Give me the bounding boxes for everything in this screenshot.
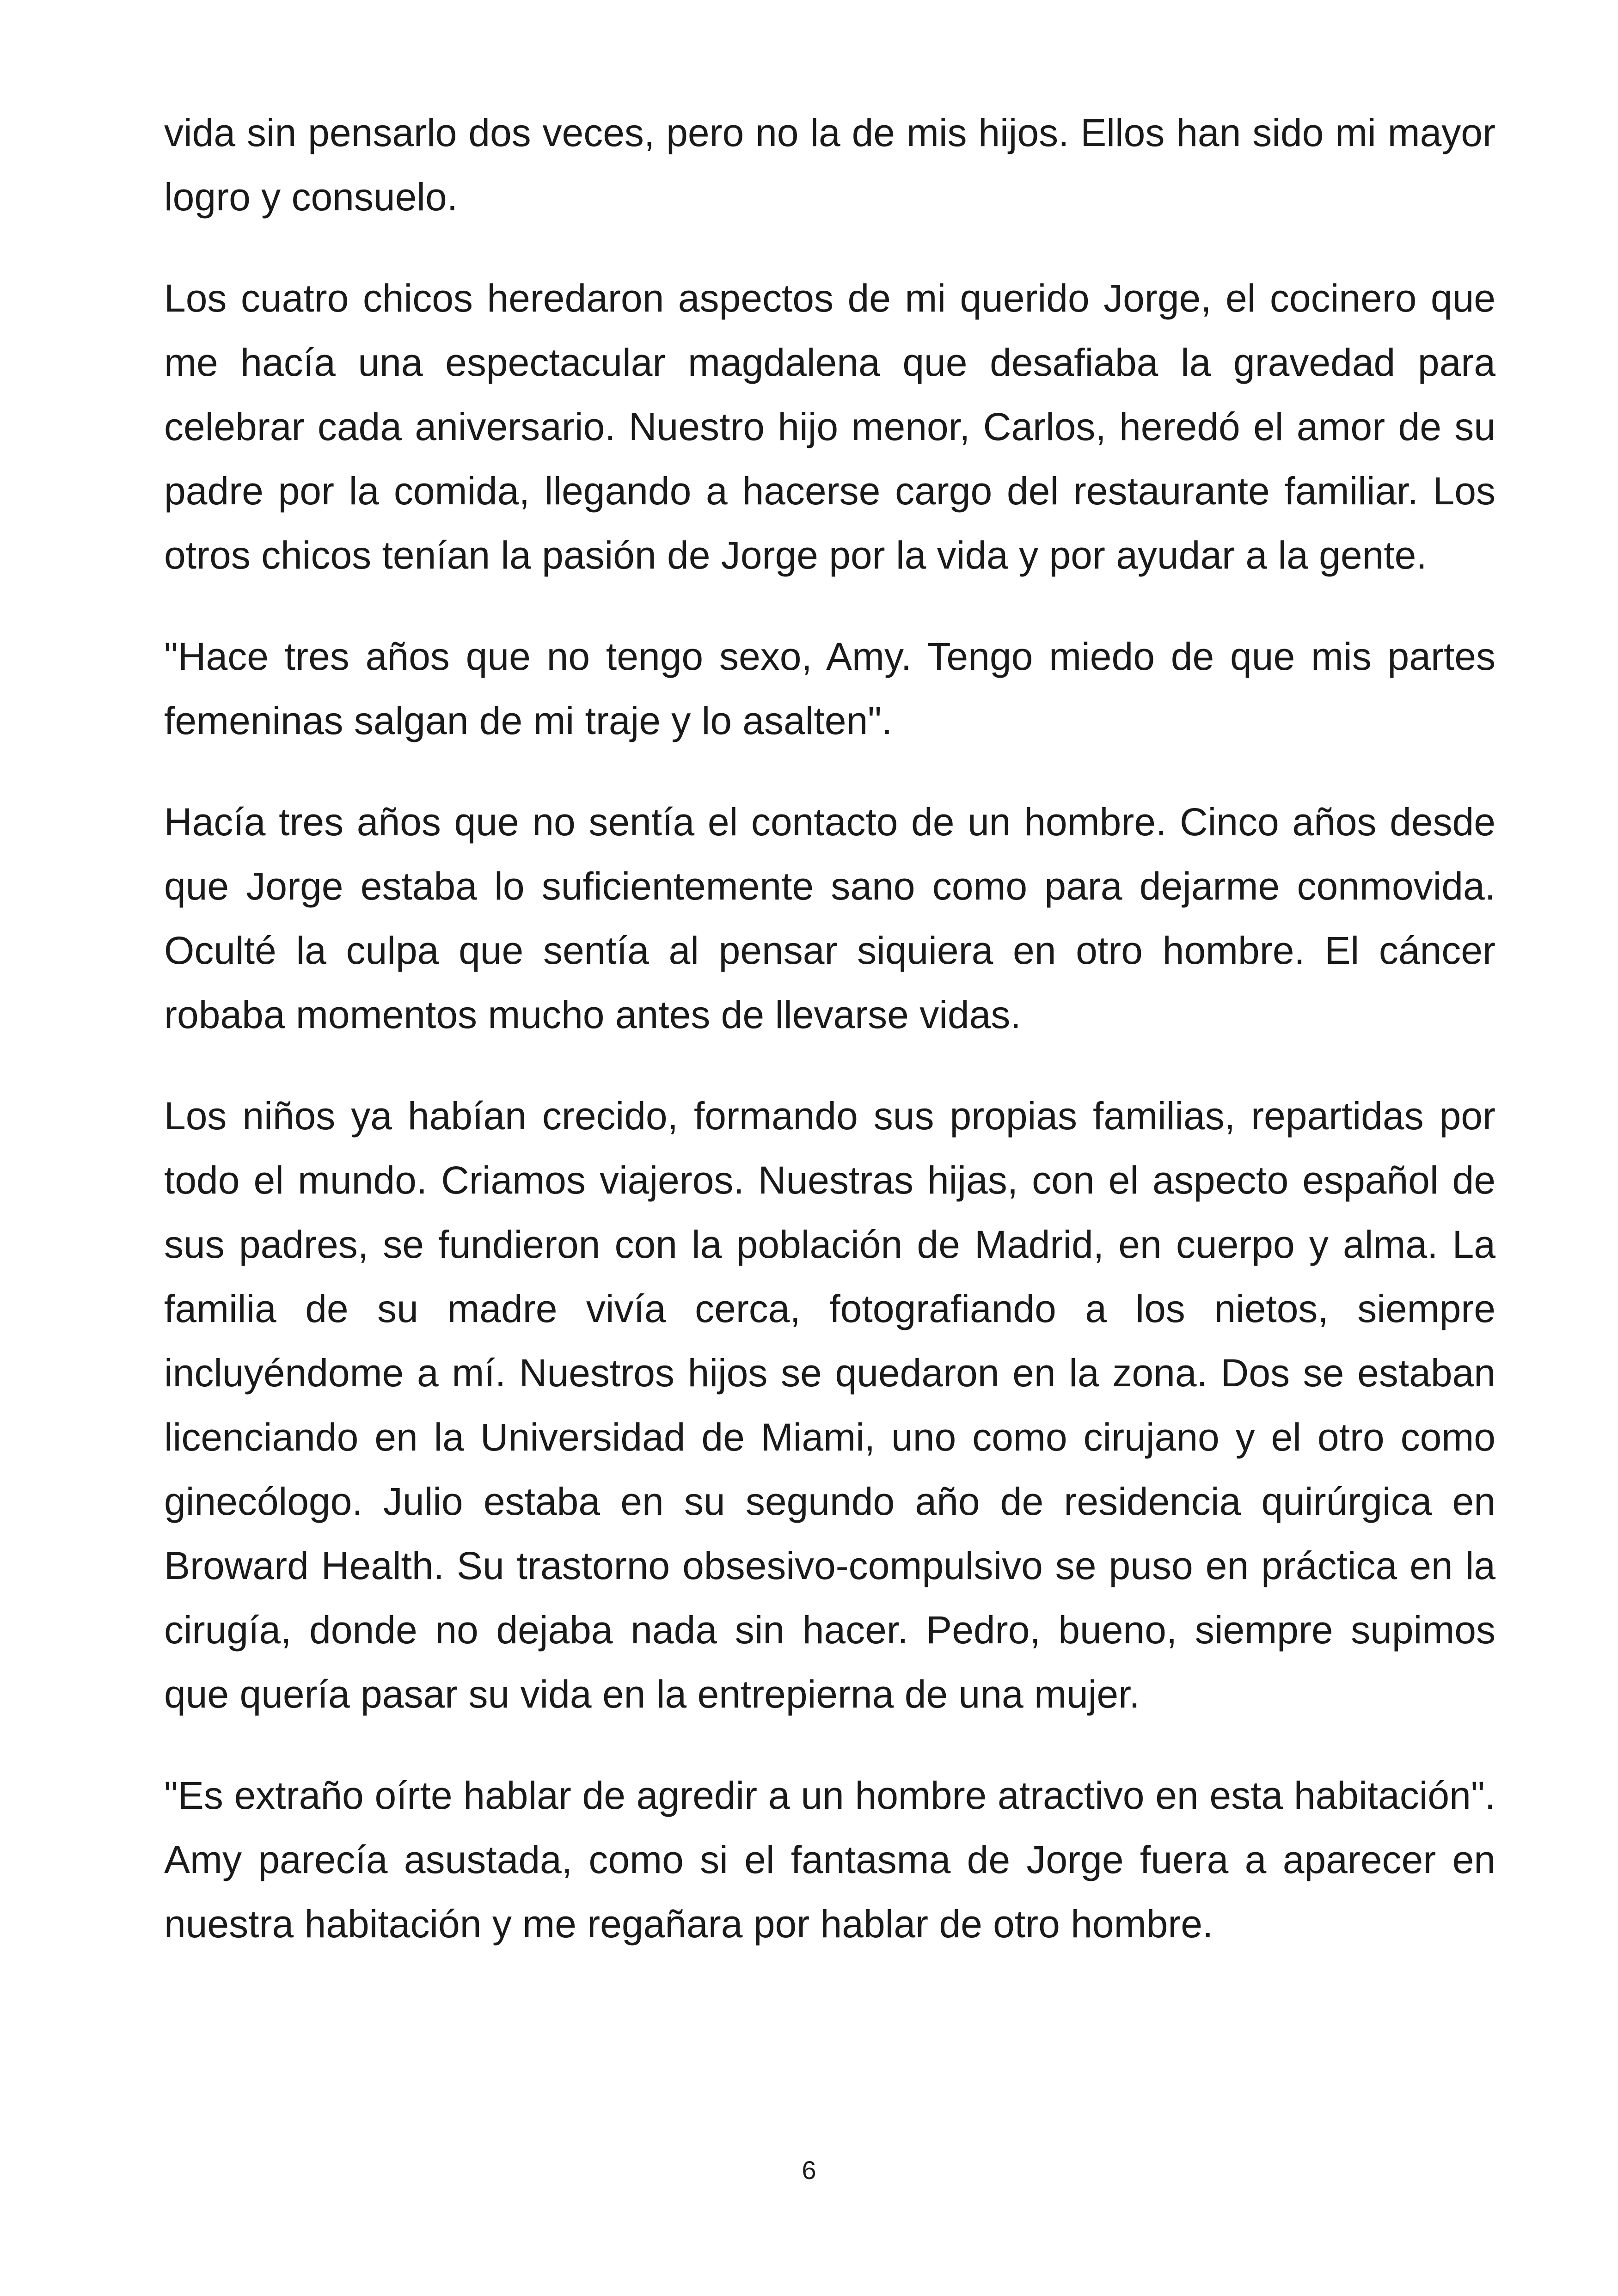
body-text (164, 101, 1495, 1993)
paragraph-3: "Hace tres años que no tengo sexo, Amy. Tengo miedo de que mis partes femeninas salgan de mi traje y lo asalten". (164, 635, 1495, 742)
paragraph-6: "Es extraño oírte hablar de agredir a un hombre atractivo en esta habitación". Amy parecía asustada, como si el fantasma de Jorge fuera a aparecer en nuestra habitación y me regañara por hablar de otro hombre. (164, 1774, 1495, 1946)
paragraph-1: vida sin pensarlo dos veces, pero no la de mis hijos. Ellos han sido mi mayor logro y consuelo. (164, 111, 1495, 219)
paragraph-4: Hacía tres años que no sentía el contacto de un hombre. Cinco años desde que Jorge estaba lo suficientemente sano como para dejarme conmovida. Oculté la culpa que sentía al pensar siquiera en otro hombre. El cáncer robaba momentos mucho antes de llevarse vidas. (164, 800, 1495, 1036)
paragraph-5: Los niños ya habían crecido, formando sus propias familias, repartidas por todo el mundo. Criamos viajeros. Nuestras hijas, con el aspecto español de sus padres, se fundieron con la población de Madrid, en cuerpo y alma. La familia de su madre vivía cerca, fotografiando a los nietos, siempre incluyéndome a mí. Nuestros hijos se quedaron en la zona. Dos se estaban licenciando en la Universidad de Miami, uno como cirujano y el otro como ginecólogo. Julio estaba en su segundo año de residencia quirúrgica en Broward Health. Su trastorno obsesivo-compulsivo se puso en práctica en la cirugía, donde no dejaba nada sin hacer. Pedro, bueno, siempre supimos que quería pasar su vida en la entrepierna de una mujer. (164, 1094, 1495, 1716)
paragraph-2: Los cuatro chicos heredaron aspectos de mi querido Jorge, el cocinero que me hacía una espectacular magdalena que desafiaba la gravedad para celebrar cada aniversario. Nuestro hijo menor, Carlos, heredó el amor de su padre por la comida, llegando a hacerse cargo del restaurante familiar. Los otros chicos tenían la pasión de Jorge por la vida y por ayudar a la gente. (164, 276, 1495, 577)
page-number: 6 (802, 2155, 816, 2185)
